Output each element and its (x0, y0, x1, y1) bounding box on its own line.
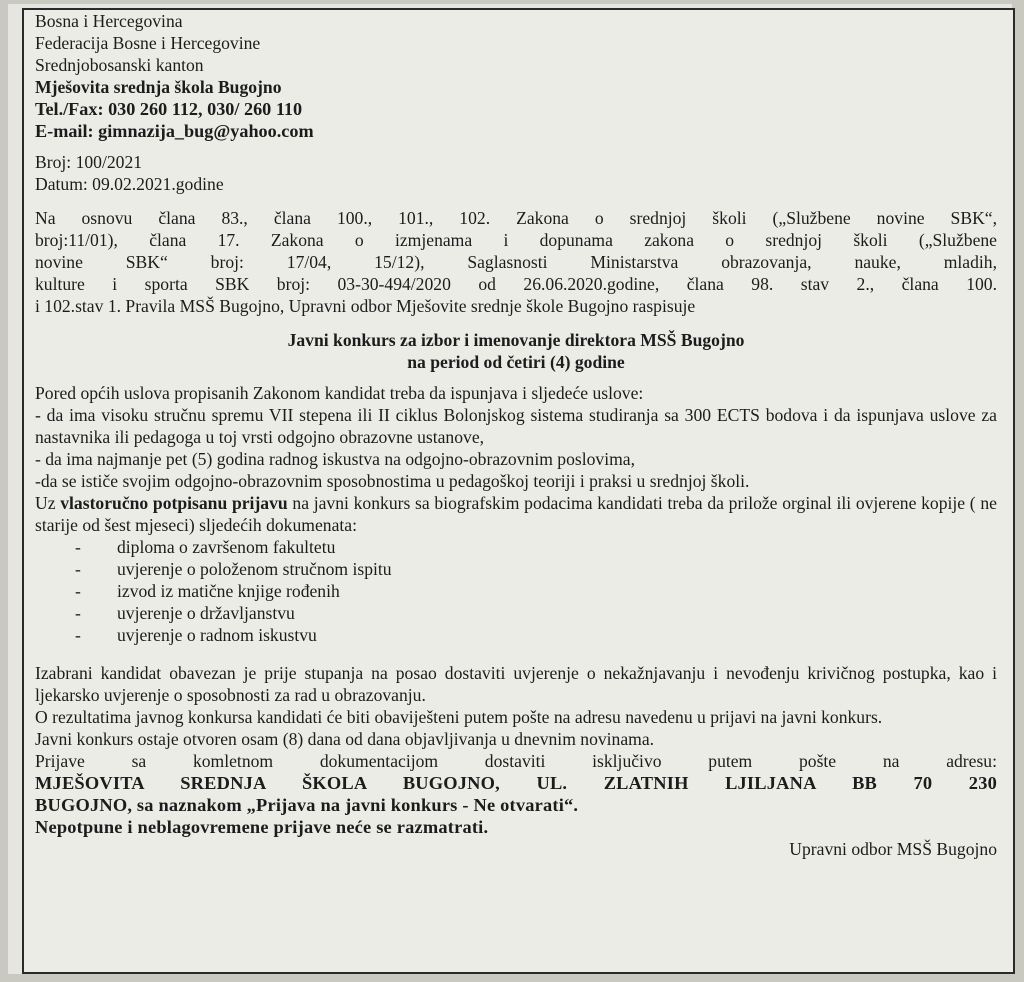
closing-selected: Izabrani kandidat obavezan je prije stupanja na posao dostaviti uvjerenje o nekažnjavanju i nevođenju krivičnog postupka, kao i ljekarsko uvjerenje o sposobnosti za rad u obrazovanju. (35, 663, 997, 705)
title-line-2: na period od četiri (4) godine (407, 352, 625, 372)
legal-basis-line: broj:11/01), člana 17. Zakona o izmjenama i dopunama zakona o srednjoj školi („Službene (35, 230, 997, 250)
reference-number: Broj: 100/2021 (35, 152, 143, 172)
announcement-title (35, 329, 997, 373)
document-item: - izvod iz matične knjige rođenih (35, 580, 997, 602)
application-paragraph (35, 492, 997, 536)
legal-basis-line: kulture i sporta SBK broj: 03-30-494/2020 od 26.06.2020.godine, člana 98. stav 2., člana 100. (35, 274, 997, 294)
signature: Upravni odbor MSŠ Bugojno (789, 839, 997, 859)
legal-basis (35, 207, 997, 317)
condition-item: -da se ističe svojim odgojno-obrazovnim sposobnostima u pedagoškoj teoriji i praksi u srednjoj školi. (35, 471, 750, 491)
documents-list (35, 536, 997, 646)
header-canton: Srednjobosanski kanton (35, 55, 204, 75)
announcement (35, 10, 997, 860)
reference-date: Datum: 09.02.2021.godine (35, 174, 224, 194)
condition-item: - da ima visoku stručnu spremu VII stepena ili II ciklus Bolonjskog sistema studiranja sa 300 ECTS bodova i da ispunjava uslove za nastavnika ili pedagoga u toj vrsti odgojno obrazovne ustanove, (35, 405, 997, 447)
application-block (35, 492, 997, 646)
legal-basis-line: i 102.stav 1. Pravila MSŠ Bugojno, Upravni odbor Mješovite srednje škole Bugojno raspisuje (35, 296, 696, 316)
closing-results: O rezultatima javnog konkursa kandidati će biti obaviješteni putem pošte na adresu navedenu u prijavi na javni konkurs. (35, 707, 883, 727)
closing-address-1: MJEŠOVITA SREDNJA ŠKOLA BUGOJNO, UL. ZLATNIH LJILJANA BB 70 230 (35, 773, 997, 793)
legal-basis-line: Na osnovu člana 83., člana 100., 101., 102. Zakona o srednjoj školi („Službene novine SBK“, (35, 208, 997, 228)
closing-incomplete: Nepotpune i neblagovremene prijave neće se razmatrati. (35, 817, 489, 837)
conditions-block (35, 382, 997, 492)
application-bold: vlastoručno potpisanu prijavu (60, 493, 288, 513)
conditions-intro: Pored općih uslova propisanih Zakonom kandidat treba da ispunjava i sljedeće uslove: (35, 383, 644, 403)
application-suffix: na javni konkurs sa biografskim podacima kandidati treba da prilože orginal ili ovjerene kopije ( ne starije od šest mjeseci) sljedećih dokumenata: (35, 493, 997, 535)
document-item: - uvjerenje o državljanstvu (35, 602, 997, 624)
header-country: Bosna i Hercegovina (35, 11, 183, 31)
reference-block (35, 151, 997, 195)
closing-submit: Prijave sa komletnom dokumentacijom dostaviti isključivo putem pošte na adresu: (35, 751, 997, 771)
document-item: - diploma o završenom fakultetu (35, 536, 997, 558)
application-prefix: Uz (35, 493, 56, 513)
closing-open: Javni konkurs ostaje otvoren osam (8) dana od dana objavljivanja u dnevnim novinama. (35, 729, 655, 749)
header-telfax: Tel./Fax: 030 260 112, 030/ 260 110 (35, 99, 303, 119)
condition-item: - da ima najmanje pet (5) godina radnog iskustva na odgojno-obrazovnim poslovima, (35, 449, 636, 469)
legal-basis-line: novine SBK“ broj: 17/04, 15/12), Saglasnosti Ministarstva obrazovanja, nauke, mladih, (35, 252, 997, 272)
title-line-1: Javni konkurs za izbor i imenovanje direktora MSŠ Bugojno (287, 330, 745, 350)
closing-address-2: BUGOJNO, sa naznakom „Prijava na javni konkurs - Ne otvarati“. (35, 795, 579, 815)
header-school: Mješovita srednja škola Bugojno (35, 77, 282, 97)
document-item: - uvjerenje o radnom iskustvu (35, 624, 997, 646)
document-item: - uvjerenje o položenom stručnom ispitu (35, 558, 997, 580)
header-federation: Federacija Bosne i Hercegovine (35, 33, 261, 53)
closing-block (35, 662, 997, 838)
header-block (35, 10, 997, 142)
header-email: E-mail: gimnazija_bug@yahoo.com (35, 121, 314, 141)
